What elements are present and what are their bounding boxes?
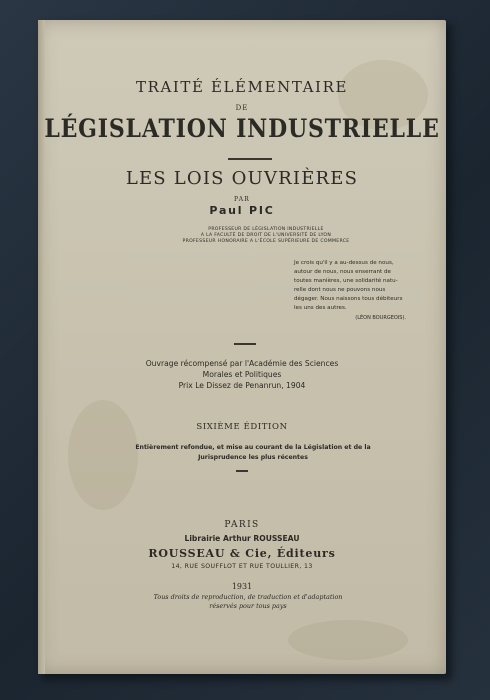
rights-line: Tous droits de reproduction, de traduction et d'adaptation xyxy=(153,593,343,601)
rights-notice xyxy=(128,593,368,611)
divider-rule xyxy=(236,470,248,472)
credential-line: PROFESSEUR DE LÉGISLATION INDUSTRIELLE xyxy=(208,227,324,232)
credential-line: PROFESSEUR HONORAIRE A L'ÉCOLE SUPÉRIEURE DE COMMERCE xyxy=(182,239,350,244)
divider-rule xyxy=(234,343,256,345)
epigraph xyxy=(294,259,444,321)
title-connector: DE xyxy=(235,104,249,112)
publication-year: 1931 xyxy=(231,582,253,591)
author-name: Paul PIC xyxy=(209,204,275,217)
epigraph-line: dégager. Nous naissons tous débiteurs xyxy=(294,296,403,302)
epigraph-attribution: (LÉON BOURGEOIS). xyxy=(355,315,406,321)
author-credentials xyxy=(146,227,386,245)
credential-line: A LA FACULTÉ DE DROIT DE L'UNIVERSITÉ DE LYON xyxy=(200,233,332,238)
epigraph-line: Je crois qu'il y a au-dessus de nous, xyxy=(294,260,394,266)
edition-label: SIXIÈME ÉDITION xyxy=(196,422,288,432)
by-label: PAR xyxy=(234,196,250,203)
epigraph-line: toutes manières, une solidarité natu- xyxy=(294,278,398,284)
epigraph-line: relle dont nous ne pouvons nous xyxy=(294,287,386,293)
award-line: Morales et Politiques xyxy=(202,370,282,379)
revision-line: Jurisprudence les plus récentes xyxy=(198,454,308,461)
award-line: Prix Le Dissez de Penanrun, 1904 xyxy=(178,381,306,390)
revision-line: Entièrement refondue, et mise au courant de la Législation et de la xyxy=(135,444,371,451)
main-title: LÉGISLATION INDUSTRIELLE xyxy=(44,114,440,144)
book-cover xyxy=(38,20,446,674)
publisher-address: 14, RUE SOUFFLOT ET RUE TOULLIER, 13 xyxy=(171,563,313,570)
subtitle: LES LOIS OUVRIÈRES xyxy=(125,168,359,189)
publication-city: PARIS xyxy=(224,520,260,530)
award-notice xyxy=(118,358,366,391)
rights-line: réservés pour tous pays xyxy=(209,602,287,610)
library-name: Librairie Arthur ROUSSEAU xyxy=(184,534,300,543)
divider-rule xyxy=(228,158,272,160)
publisher-name: ROUSSEAU & Cie, Éditeurs xyxy=(148,547,336,560)
epigraph-line: les uns des autres. xyxy=(294,305,347,311)
paper-stain xyxy=(288,620,408,660)
series-title: TRAITÉ ÉLÉMENTAIRE xyxy=(135,78,349,96)
epigraph-line: autour de nous, nous enserrant de xyxy=(294,269,391,275)
award-line: Ouvrage récompensé par l'Académie des Sciences xyxy=(145,359,339,368)
revision-notice xyxy=(108,443,398,463)
